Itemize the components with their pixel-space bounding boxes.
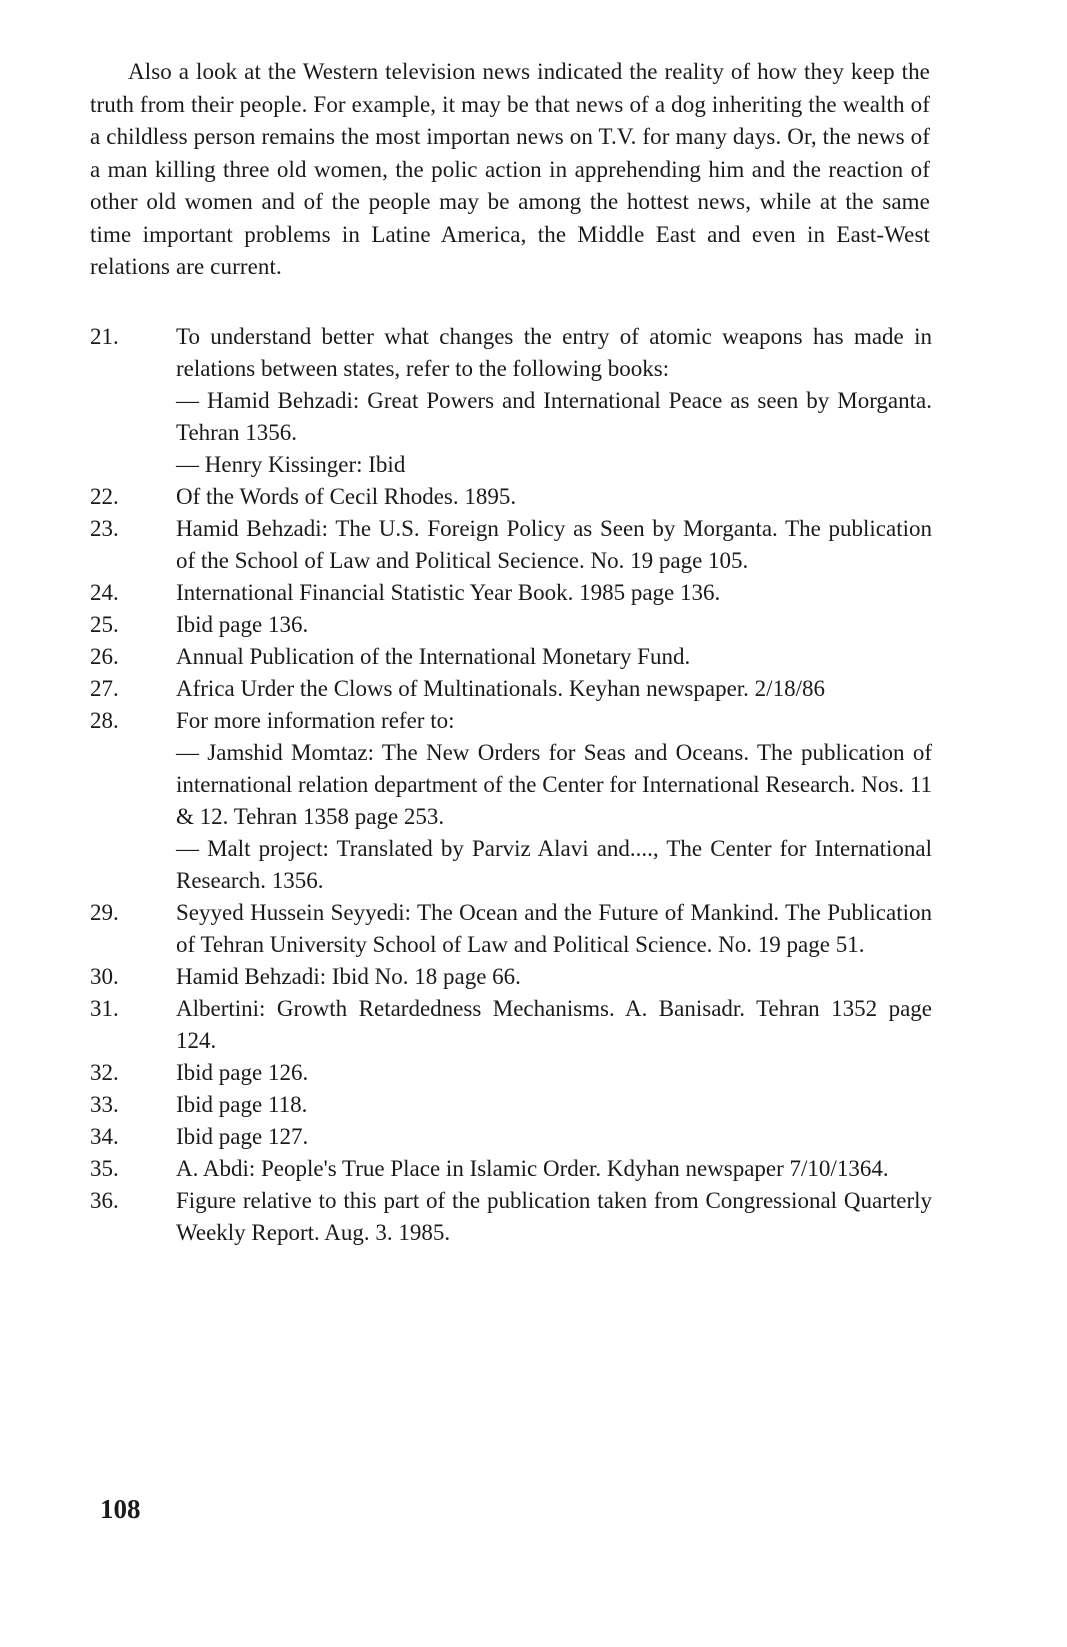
endnote-line: Hamid Behzadi: Ibid No. 18 page 66. [176,964,521,989]
endnote [90,1089,932,1121]
endnote-text [176,961,932,993]
endnote [90,897,932,961]
endnote-number: 22. [90,484,119,509]
endnote-text [176,609,932,641]
endnote-line: — Jamshid Momtaz: The New Orders for Seas and Oceans. The publication of international relation department of the Center for International Research. Nos. 11 & 12. Tehran 1358 page 253. [176,740,932,829]
endnote [90,673,932,705]
endnote-number: 26. [90,644,119,669]
endnote-line: To understand better what changes the entry of atomic weapons has made in relations between states, refer to the following books: [176,324,932,381]
endnote [90,321,932,481]
endnote-number: 23. [90,516,119,541]
endnote [90,609,932,641]
endnote-line: For more information refer to: [176,708,455,733]
endnote-text [176,513,932,577]
endnote-line: Ibid page 126. [176,1060,309,1085]
endnote-text [176,1057,932,1089]
endnote-number: 36. [90,1188,119,1213]
endnote [90,705,932,897]
endnote-number: 32. [90,1060,119,1085]
endnote-line: Figure relative to this part of the publication taken from Congressional Quarterly Weekly Report. Aug. 3. 1985. [176,1188,932,1245]
endnote-number: 29. [90,900,119,925]
page-number: 108 [100,1494,141,1524]
endnote-line: — Malt project: Translated by Parviz Alavi and...., The Center for International Research. 1356. [176,836,932,893]
endnotes-list [90,321,932,1249]
endnote [90,481,932,513]
endnote-line: Hamid Behzadi: The U.S. Foreign Policy as Seen by Morganta. The publication of the School of Law and Political Secience. No. 19 page 105. [176,516,932,573]
endnote [90,993,932,1057]
endnote-number: 25. [90,612,119,637]
endnote-text [176,1153,932,1185]
intro-paragraph: Also a look at the Western television news indicated the reality of how they keep the truth from their people. For example, it may be that news of a dog inheriting the wealth of a childless person remains the most importan news on T.V. for many days. Or, the news of a man killing three old women, the polic action in apprehending him and the reaction of other old women and of the people may be among the hottest news, while at the same time important problems in Latine America, the Middle East and even in East-West relations are current. [90,59,930,279]
endnote-number: 30. [90,964,119,989]
endnote-number: 33. [90,1092,119,1117]
endnote-text [176,705,932,897]
endnote [90,577,932,609]
endnote-text [176,1089,932,1121]
endnote [90,1121,932,1153]
endnote-line: Of the Words of Cecil Rhodes. 1895. [176,484,517,509]
endnote-number: 34. [90,1124,119,1149]
endnote-text [176,993,932,1057]
endnote-text [176,641,932,673]
endnote-line: International Financial Statistic Year Book. 1985 page 136. [176,580,721,605]
endnote [90,1185,932,1249]
endnote-number: 24. [90,580,119,605]
endnote-line: Ibid page 118. [176,1092,308,1117]
endnote [90,1057,932,1089]
endnote-text [176,321,932,481]
endnote-number: 27. [90,676,119,701]
endnote-number: 28. [90,708,119,733]
endnote-text [176,577,932,609]
endnote-text [176,897,932,961]
endnote-line: Ibid page 127. [176,1124,309,1149]
endnote-line: Albertini: Growth Retardedness Mechanisms. A. Banisadr. Tehran 1352 page 124. [176,996,932,1053]
endnote-text [176,481,932,513]
endnote [90,961,932,993]
endnote-line: Ibid page 136. [176,612,309,637]
endnote-line: Africa Urder the Clows of Multinationals. Keyhan newspaper. 2/18/86 [176,676,825,701]
endnote-line: A. Abdi: People's True Place in Islamic Order. Kdyhan newspaper 7/10/1364. [176,1156,889,1181]
endnote-line: — Henry Kissinger: Ibid [176,452,406,477]
endnote [90,641,932,673]
endnote-line: Seyyed Hussein Seyyedi: The Ocean and the Future of Mankind. The Publication of Tehran University School of Law and Political Science. No. 19 page 51. [176,900,932,957]
endnote [90,1153,932,1185]
endnote-text [176,673,932,705]
endnote-text [176,1185,932,1249]
endnote-number: 31. [90,996,119,1021]
endnote-text [176,1121,932,1153]
endnote-number: 35. [90,1156,119,1181]
endnote-line: Annual Publication of the International Monetary Fund. [176,644,691,669]
endnote-number: 21. [90,324,119,349]
endnote [90,513,932,577]
endnote-line: — Hamid Behzadi: Great Powers and International Peace as seen by Morganta. Tehran 1356. [176,388,932,445]
